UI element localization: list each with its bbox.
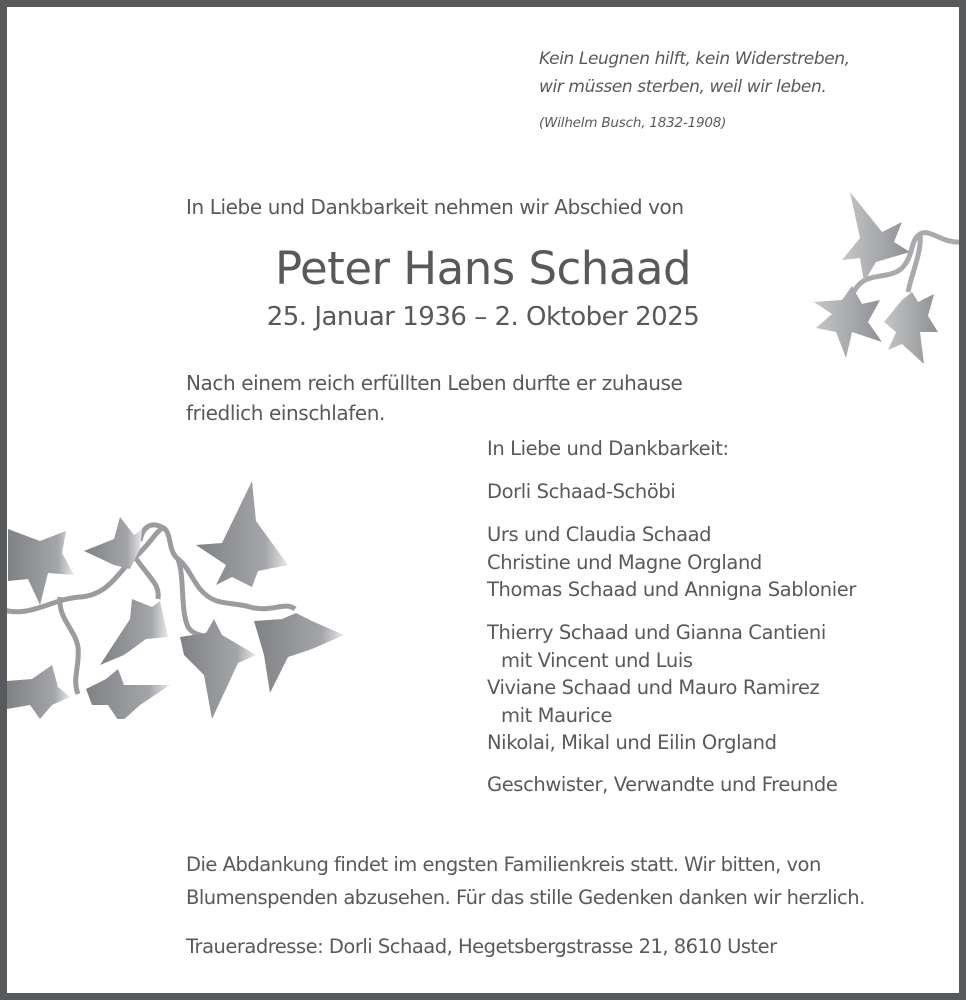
intro-text: In Liebe und Dankbarkeit nehmen wir Abschied von [186, 195, 684, 219]
mourning-address: Traueradresse: Dorli Schaad, Hegetsbergstrasse 21, 8610 Uster [186, 935, 777, 958]
deceased-name: Peter Hans Schaad [274, 242, 692, 295]
obituary-card [7, 7, 959, 993]
mourners-group-spouse [487, 478, 675, 506]
mourner-line: Urs und Claudia Schaad [487, 523, 712, 546]
quote-line-2: wir müssen sterben, weil wir leben. [539, 77, 827, 97]
mourner-line: mit Vincent und Luis [501, 648, 693, 672]
notice-line-2: Blumenspenden abzusehen. Für das stille Gedenken danken wir herzlich. [186, 886, 865, 909]
mourners-group-children [487, 521, 856, 604]
mourners-group-grandchildren [487, 619, 826, 757]
quote-line-1: Kein Leugnen hilft, kein Widerstreben, [539, 49, 850, 69]
leaf [8, 529, 74, 605]
ivy-branch-icon [7, 469, 345, 719]
mourner-line: Christine und Magne Orgland [487, 550, 762, 574]
leaf [84, 517, 142, 569]
message-line-1: Nach einem reich erfüllten Leben durfte er zuhause [186, 371, 683, 395]
mourner-line: Geschwister, Verwandte und Freunde [487, 773, 838, 796]
leaf [196, 481, 288, 587]
notice-line-1: Die Abdankung findet im engsten Familienkreis statt. Wir bitten, von [186, 853, 821, 876]
mourner-line: Thomas Schaad und Annigna Sablonier [487, 578, 856, 601]
mourner-line: Viviane Schaad und Mauro Ramirez [487, 676, 820, 699]
mourners-group-relatives [487, 771, 837, 799]
leaf [884, 292, 938, 364]
leaf [7, 665, 70, 719]
message-line-2: friedlich einschlafen. [186, 401, 385, 425]
mourner-line: mit Maurice [501, 703, 613, 727]
mourner-line: Thierry Schaad und Gianna Cantieni [487, 621, 826, 644]
mourners-heading: In Liebe und Dankbarkeit: [487, 437, 729, 460]
leaf [254, 613, 344, 693]
leaf [180, 619, 256, 719]
leaf [814, 286, 882, 358]
mourner-line: Dorli Schaad-Schöbi [487, 480, 676, 503]
ivy-branch-icon [802, 182, 959, 372]
quote-source: (Wilhelm Busch, 1832-1908) [539, 115, 727, 131]
deceased-dates: 25. Januar 1936 – 2. Oktober 2025 [266, 302, 700, 332]
leaf [86, 669, 170, 719]
mourner-line: Nikolai, Mikal und Eilin Orgland [487, 731, 777, 754]
leaf [100, 599, 168, 665]
